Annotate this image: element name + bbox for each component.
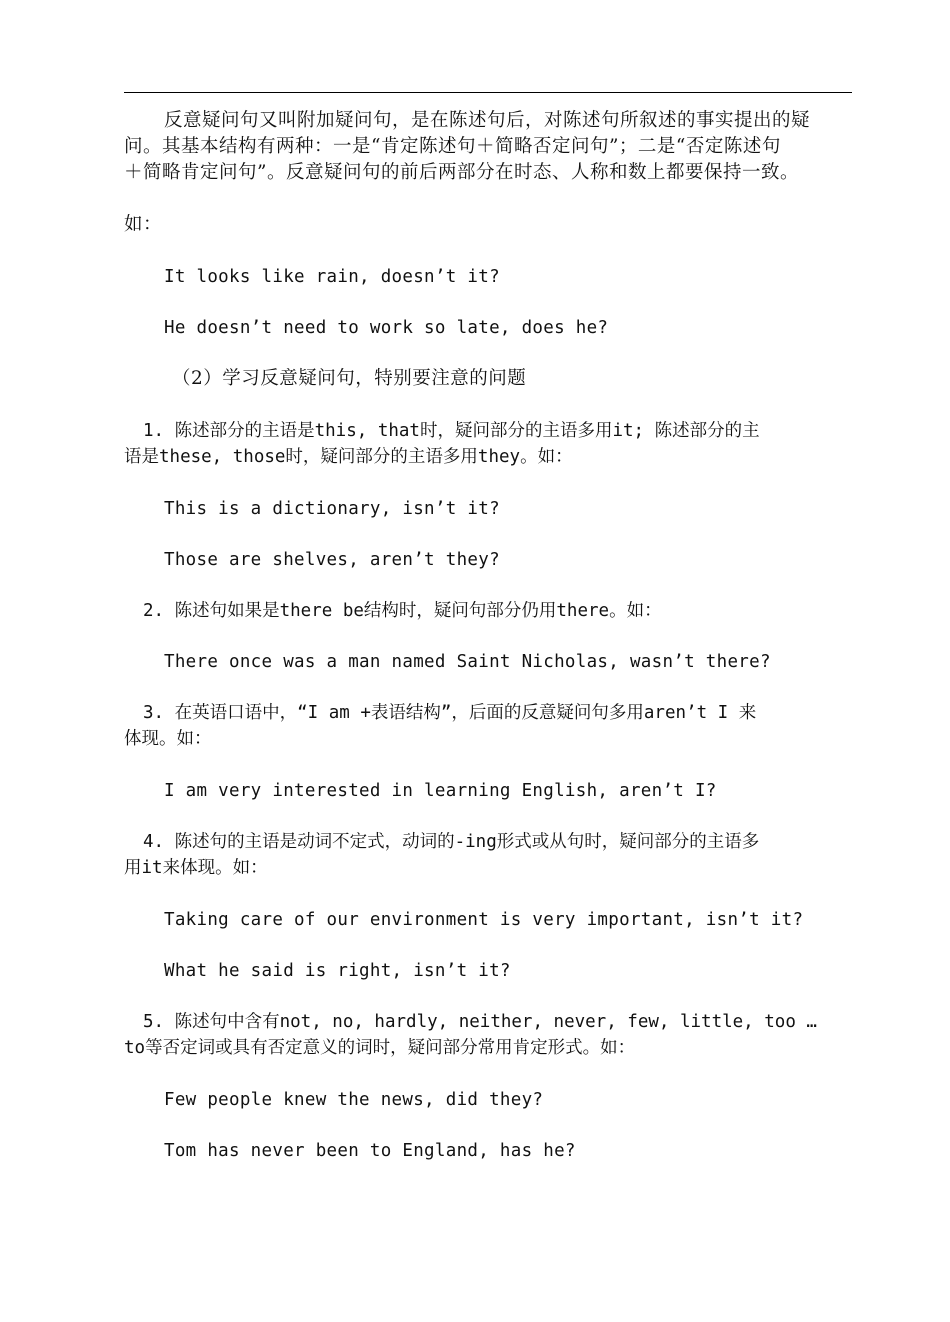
intro-line-2: 问。其基本结构有两种：一是“肯定陈述句＋简略否定问句”；二是“否定陈述句 <box>124 136 781 157</box>
rule-3-line-1: 3. 在英语口语中，“I am +表语结构”，后面的反意疑问句多用aren’t I 来 <box>143 703 757 723</box>
example-sentence: Those are shelves, aren’t they? <box>164 550 500 570</box>
section-heading: （2）学习反意疑问句，特别要注意的问题 <box>172 368 527 389</box>
example-label: 如： <box>124 214 163 235</box>
rule-3-line-2: 体现。如： <box>124 729 212 749</box>
intro-line-1: 反意疑问句又叫附加疑问句，是在陈述句后，对陈述句所叙述的事实提出的疑 <box>164 110 811 131</box>
example-sentence: I am very interested in learning English, aren’t I? <box>164 781 717 801</box>
rule-1-line-2: 语是these, those时，疑问部分的主语多用they。如： <box>124 447 573 467</box>
rule-5-line-1: 5. 陈述句中含有not, no, hardly, neither, never, few, little, too … <box>143 1012 817 1032</box>
header-rule <box>124 92 852 93</box>
rule-4-line-2: 用it来体现。如： <box>124 858 268 878</box>
example-sentence: Taking care of our environment is very important, isn’t it? <box>164 910 804 930</box>
intro-line-3: ＋简略肯定问句”。反意疑问句的前后两部分在时态、人称和数上都要保持一致。 <box>124 162 799 183</box>
rule-2-line-1: 2. 陈述句如果是there be结构时，疑问句部分仍用there。如： <box>143 601 662 621</box>
example-sentence: What he said is right, isn’t it? <box>164 961 511 981</box>
rule-1-line-1: 1. 陈述部分的主语是this, that时，疑问部分的主语多用it; 陈述部分的主 <box>143 421 760 441</box>
example-sentence: It looks like rain, doesn’t it? <box>164 267 500 287</box>
example-sentence: There once was a man named Saint Nicholas, wasn’t there? <box>164 652 771 672</box>
example-sentence: This is a dictionary, isn’t it? <box>164 499 500 519</box>
rule-5-line-2: to等否定词或具有否定意义的词时，疑问部分常用肯定形式。如： <box>124 1038 636 1058</box>
example-sentence: Few people knew the news, did they? <box>164 1090 544 1110</box>
rule-4-line-1: 4. 陈述句的主语是动词不定式，动词的-ing形式或从句时，疑问部分的主语多 <box>143 832 760 852</box>
example-sentence: He doesn’t need to work so late, does he? <box>164 318 609 338</box>
example-sentence: Tom has never been to England, has he? <box>164 1141 576 1161</box>
